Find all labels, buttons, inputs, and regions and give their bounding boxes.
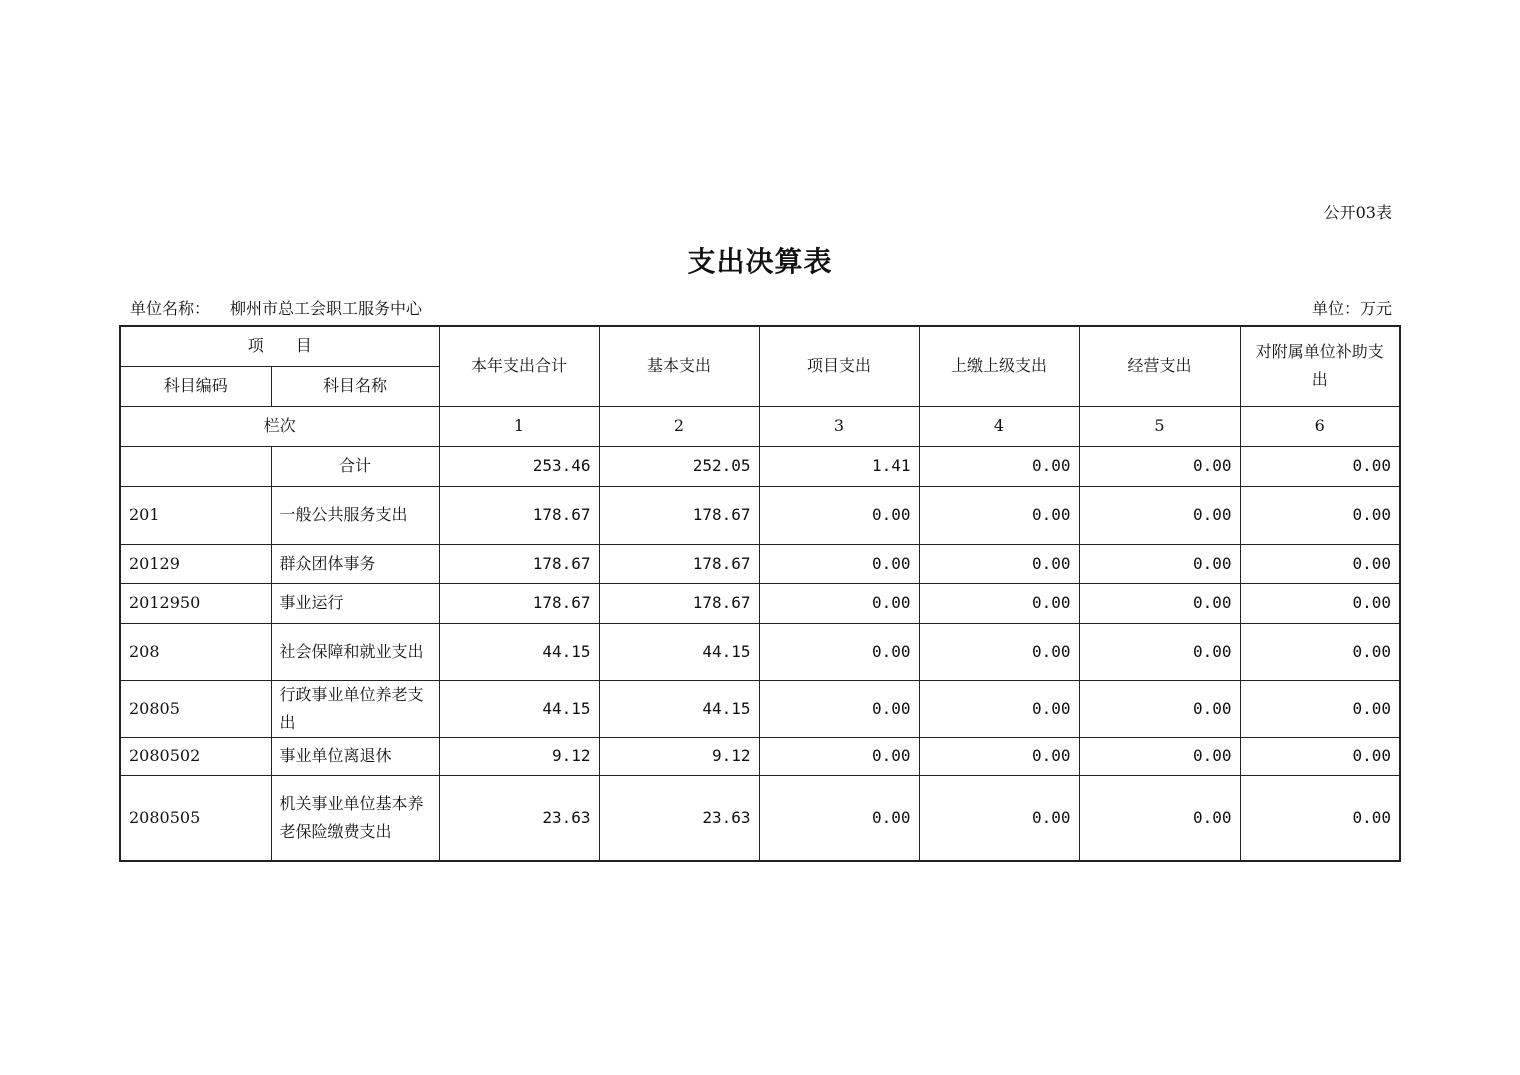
subject-code: 201	[120, 486, 271, 544]
table-cell: 44.15	[599, 680, 759, 737]
table-cell: 0.00	[759, 623, 919, 680]
table-cell: 0.00	[759, 583, 919, 623]
table-cell: 178.67	[599, 486, 759, 544]
table-row	[120, 737, 1400, 775]
table-cell: 0.00	[759, 737, 919, 775]
table-row	[120, 775, 1400, 861]
table-cell: 178.67	[599, 544, 759, 583]
header-basic-expenditure: 基本支出	[599, 326, 759, 406]
table-row	[120, 623, 1400, 680]
table-cell: 0.00	[759, 544, 919, 583]
total-code-cell	[120, 446, 271, 486]
table-cell: 0.00	[1240, 583, 1400, 623]
currency-unit: 单位：万元	[1311, 299, 1392, 318]
subject-code: 208	[120, 623, 271, 680]
table-cell: 0.00	[1079, 583, 1240, 623]
subject-name: 事业运行	[271, 583, 439, 623]
subject-code: 2012950	[120, 583, 271, 623]
subject-code: 20129	[120, 544, 271, 583]
table-cell: 0.00	[1079, 544, 1240, 583]
table-cell: 178.67	[439, 583, 599, 623]
col-index: 5	[1079, 406, 1240, 446]
subject-name: 行政事业单位养老支出	[271, 680, 439, 737]
table-cell: 9.12	[439, 737, 599, 775]
table-row	[120, 583, 1400, 623]
unit-name-line	[130, 296, 422, 319]
total-label: 合计	[271, 446, 439, 486]
table-cell: 44.15	[599, 623, 759, 680]
subject-code: 20805	[120, 680, 271, 737]
table-cell: 0.00	[1079, 775, 1240, 861]
table-cell: 0.00	[1079, 737, 1240, 775]
table-cell: 0.00	[919, 583, 1079, 623]
table-cell: 0.00	[1079, 446, 1240, 486]
table-cell: 0.00	[919, 486, 1079, 544]
table-cell: 0.00	[1240, 623, 1400, 680]
table-cell: 0.00	[919, 544, 1079, 583]
subject-name: 机关事业单位基本养老保险缴费支出	[271, 775, 439, 861]
table-cell: 0.00	[919, 623, 1079, 680]
row-index-label: 栏次	[120, 406, 439, 446]
unit-name: 柳州市总工会职工服务中心	[230, 299, 423, 318]
table-cell: 0.00	[919, 446, 1079, 486]
table-cell: 44.15	[439, 680, 599, 737]
header-remit-superior: 上缴上级支出	[919, 326, 1079, 406]
table-cell: 0.00	[1079, 486, 1240, 544]
table-cell: 0.00	[919, 737, 1079, 775]
table-row	[120, 486, 1400, 544]
unit-name-label: 单位名称：	[130, 299, 211, 318]
table-cell: 0.00	[1240, 446, 1400, 486]
header-subsidiary-subsidy: 对附属单位补助支出	[1240, 326, 1400, 406]
subject-name: 群众团体事务	[271, 544, 439, 583]
table-row	[120, 680, 1400, 737]
table-cell: 178.67	[439, 544, 599, 583]
subject-name: 一般公共服务支出	[271, 486, 439, 544]
col-index: 6	[1240, 406, 1400, 446]
form-number: 公开03表	[1323, 203, 1392, 222]
table-cell: 9.12	[599, 737, 759, 775]
table-cell: 0.00	[919, 680, 1079, 737]
table-cell: 0.00	[1240, 486, 1400, 544]
expenditure-table	[119, 325, 1401, 862]
table-cell: 252.05	[599, 446, 759, 486]
table-cell: 0.00	[1240, 775, 1400, 861]
header-code: 科目编码	[120, 366, 271, 406]
table-cell: 0.00	[1240, 680, 1400, 737]
subject-name: 社会保障和就业支出	[271, 623, 439, 680]
table-cell: 178.67	[439, 486, 599, 544]
page-title: 支出决算表	[687, 245, 833, 278]
table-cell: 0.00	[1079, 680, 1240, 737]
table-cell: 1.41	[759, 446, 919, 486]
col-index: 4	[919, 406, 1079, 446]
subject-code: 2080502	[120, 737, 271, 775]
table-cell: 253.46	[439, 446, 599, 486]
col-index: 3	[759, 406, 919, 446]
table-cell: 0.00	[1240, 737, 1400, 775]
total-row	[120, 446, 1400, 486]
table-cell: 0.00	[919, 775, 1079, 861]
header-total-expenditure: 本年支出合计	[439, 326, 599, 406]
table-cell: 0.00	[759, 680, 919, 737]
header-name: 科目名称	[271, 366, 439, 406]
col-index: 1	[439, 406, 599, 446]
header-project-expenditure: 项目支出	[759, 326, 919, 406]
table-cell: 0.00	[759, 486, 919, 544]
header-item: 项 目	[120, 326, 439, 366]
subject-code: 2080505	[120, 775, 271, 861]
table-cell: 0.00	[1240, 544, 1400, 583]
subject-name: 事业单位离退休	[271, 737, 439, 775]
table-cell: 0.00	[759, 775, 919, 861]
col-index: 2	[599, 406, 759, 446]
table-cell: 44.15	[439, 623, 599, 680]
table-cell: 178.67	[599, 583, 759, 623]
table-row	[120, 544, 1400, 583]
table-cell: 23.63	[599, 775, 759, 861]
table-cell: 23.63	[439, 775, 599, 861]
header-operating-expenditure: 经营支出	[1079, 326, 1240, 406]
table-cell: 0.00	[1079, 623, 1240, 680]
